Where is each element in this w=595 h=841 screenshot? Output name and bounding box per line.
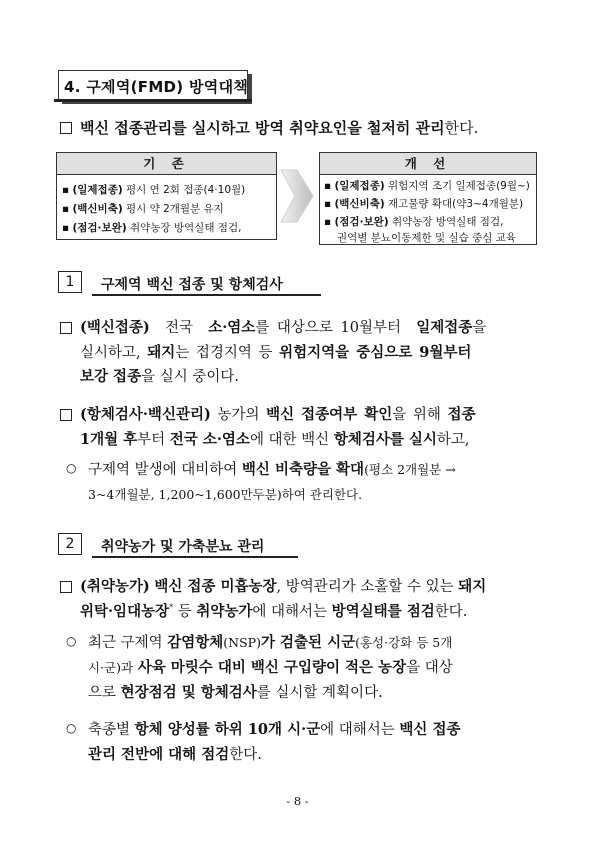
after-item-3: ▪ (점검·보완) 취약농장 방역실태 점검, [324, 216, 504, 228]
s1p1-line2: 실시하고, 돼지는 접경지역 등 위험지역을 중심으로 9월부터 [80, 344, 472, 361]
s2p2-line1: 최근 구제역 감염항체(NSP)가 검출된 시군(홍성·강화 등 5개 [88, 634, 453, 651]
before-item-2: ▪ (백신비축) 평시 약 2개월분 유지 [62, 203, 224, 215]
circle-bullet-icon: ○ [66, 634, 77, 648]
comparison-before-box [56, 152, 277, 240]
after-item-2: ▪ (백신비축) 재고물량 확대(약3~4개월분) [324, 198, 524, 210]
arrow-right-icon [281, 165, 315, 227]
s1p2-line1: (항체검사·백신관리) 농가의 백신 접종여부 확인을 위해 접종 [80, 406, 476, 423]
s1p3-line1: 구제역 발생에 대비하여 백신 비축량을 확대(평소 2개월분 → [88, 461, 456, 478]
s2p2-line3: 으로 현장점검 및 항체검사를 실시할 계획이다. [88, 684, 383, 701]
circle-bullet-icon: ○ [66, 721, 77, 735]
checkbox-icon [60, 409, 72, 421]
checkbox-icon [60, 122, 72, 134]
comparison-before-header: 기 존 [57, 153, 276, 175]
checkbox-icon [60, 322, 72, 334]
section-title: 4. 구제역(FMD) 방역대책 [64, 78, 249, 96]
before-item-3: ▪ (점검·보완) 취약농장 방역실태 점검, [62, 222, 242, 234]
subsection-number-2: 2 [58, 533, 82, 555]
after-item-1: ▪ (일제접종) 위험지역 조기 일제접종(9월~) [324, 180, 530, 192]
s1p3-line2: 3~4개월분, 1,200~1,600만두분)하여 관리한다. [88, 487, 363, 502]
s2p1-line1: (취약농가) 백신 접종 미흡농장, 방역관리가 소홀할 수 있는 돼지 [80, 578, 487, 595]
subsection-title-1: 구제역 백신 접종 및 항체검사 [101, 277, 283, 293]
section-title-underline [54, 99, 252, 102]
s2p2-line2: 시·군)과 사육 마릿수 대비 백신 구입량이 적은 농장을 대상 [88, 659, 453, 676]
page-number: - 8 - [286, 794, 309, 808]
subsection-underline-1 [92, 294, 321, 296]
comparison-after-header: 개 선 [320, 153, 536, 175]
circle-bullet-icon: ○ [66, 461, 77, 475]
s1p1-line3: 보강 접종을 실시 중이다. [80, 368, 239, 385]
checkbox-icon [60, 581, 72, 593]
subsection-title-2: 취약농가 및 가축분뇨 관리 [101, 539, 265, 555]
before-item-1: ▪ (일제접종) 평시 연 2회 접종(4·10월) [62, 184, 246, 196]
s1p1-line1: (백신접종) 전국 소·염소를 대상으로 10월부터 일제접종을 [80, 319, 487, 336]
intro-bold: 백신 접종관리를 실시하고 방역 취약요인을 철저히 관리 [80, 119, 445, 137]
comparison-after-box [319, 152, 537, 245]
s2p1-line2: 위탁·임대농장* 등 취약농가에 대해서는 방역실태를 점검한다. [80, 603, 468, 620]
s2p3-line1: 축종별 항체 양성률 하위 10개 시·군에 대해서는 백신 접종 [88, 721, 461, 738]
subsection-underline-2 [92, 556, 298, 558]
subsection-number-1: 1 [58, 271, 82, 293]
intro-line [80, 117, 478, 138]
after-item-3-cont: 권역별 분뇨이동제한 및 실습 중심 교육 [337, 232, 516, 244]
s1p2-line2: 1개월 후부터 전국 소·염소에 대한 백신 항체검사를 실시하고, [80, 431, 470, 448]
intro-end: 한다. [444, 119, 479, 137]
s2p3-line2: 관리 전반에 대해 점검한다. [88, 746, 262, 763]
